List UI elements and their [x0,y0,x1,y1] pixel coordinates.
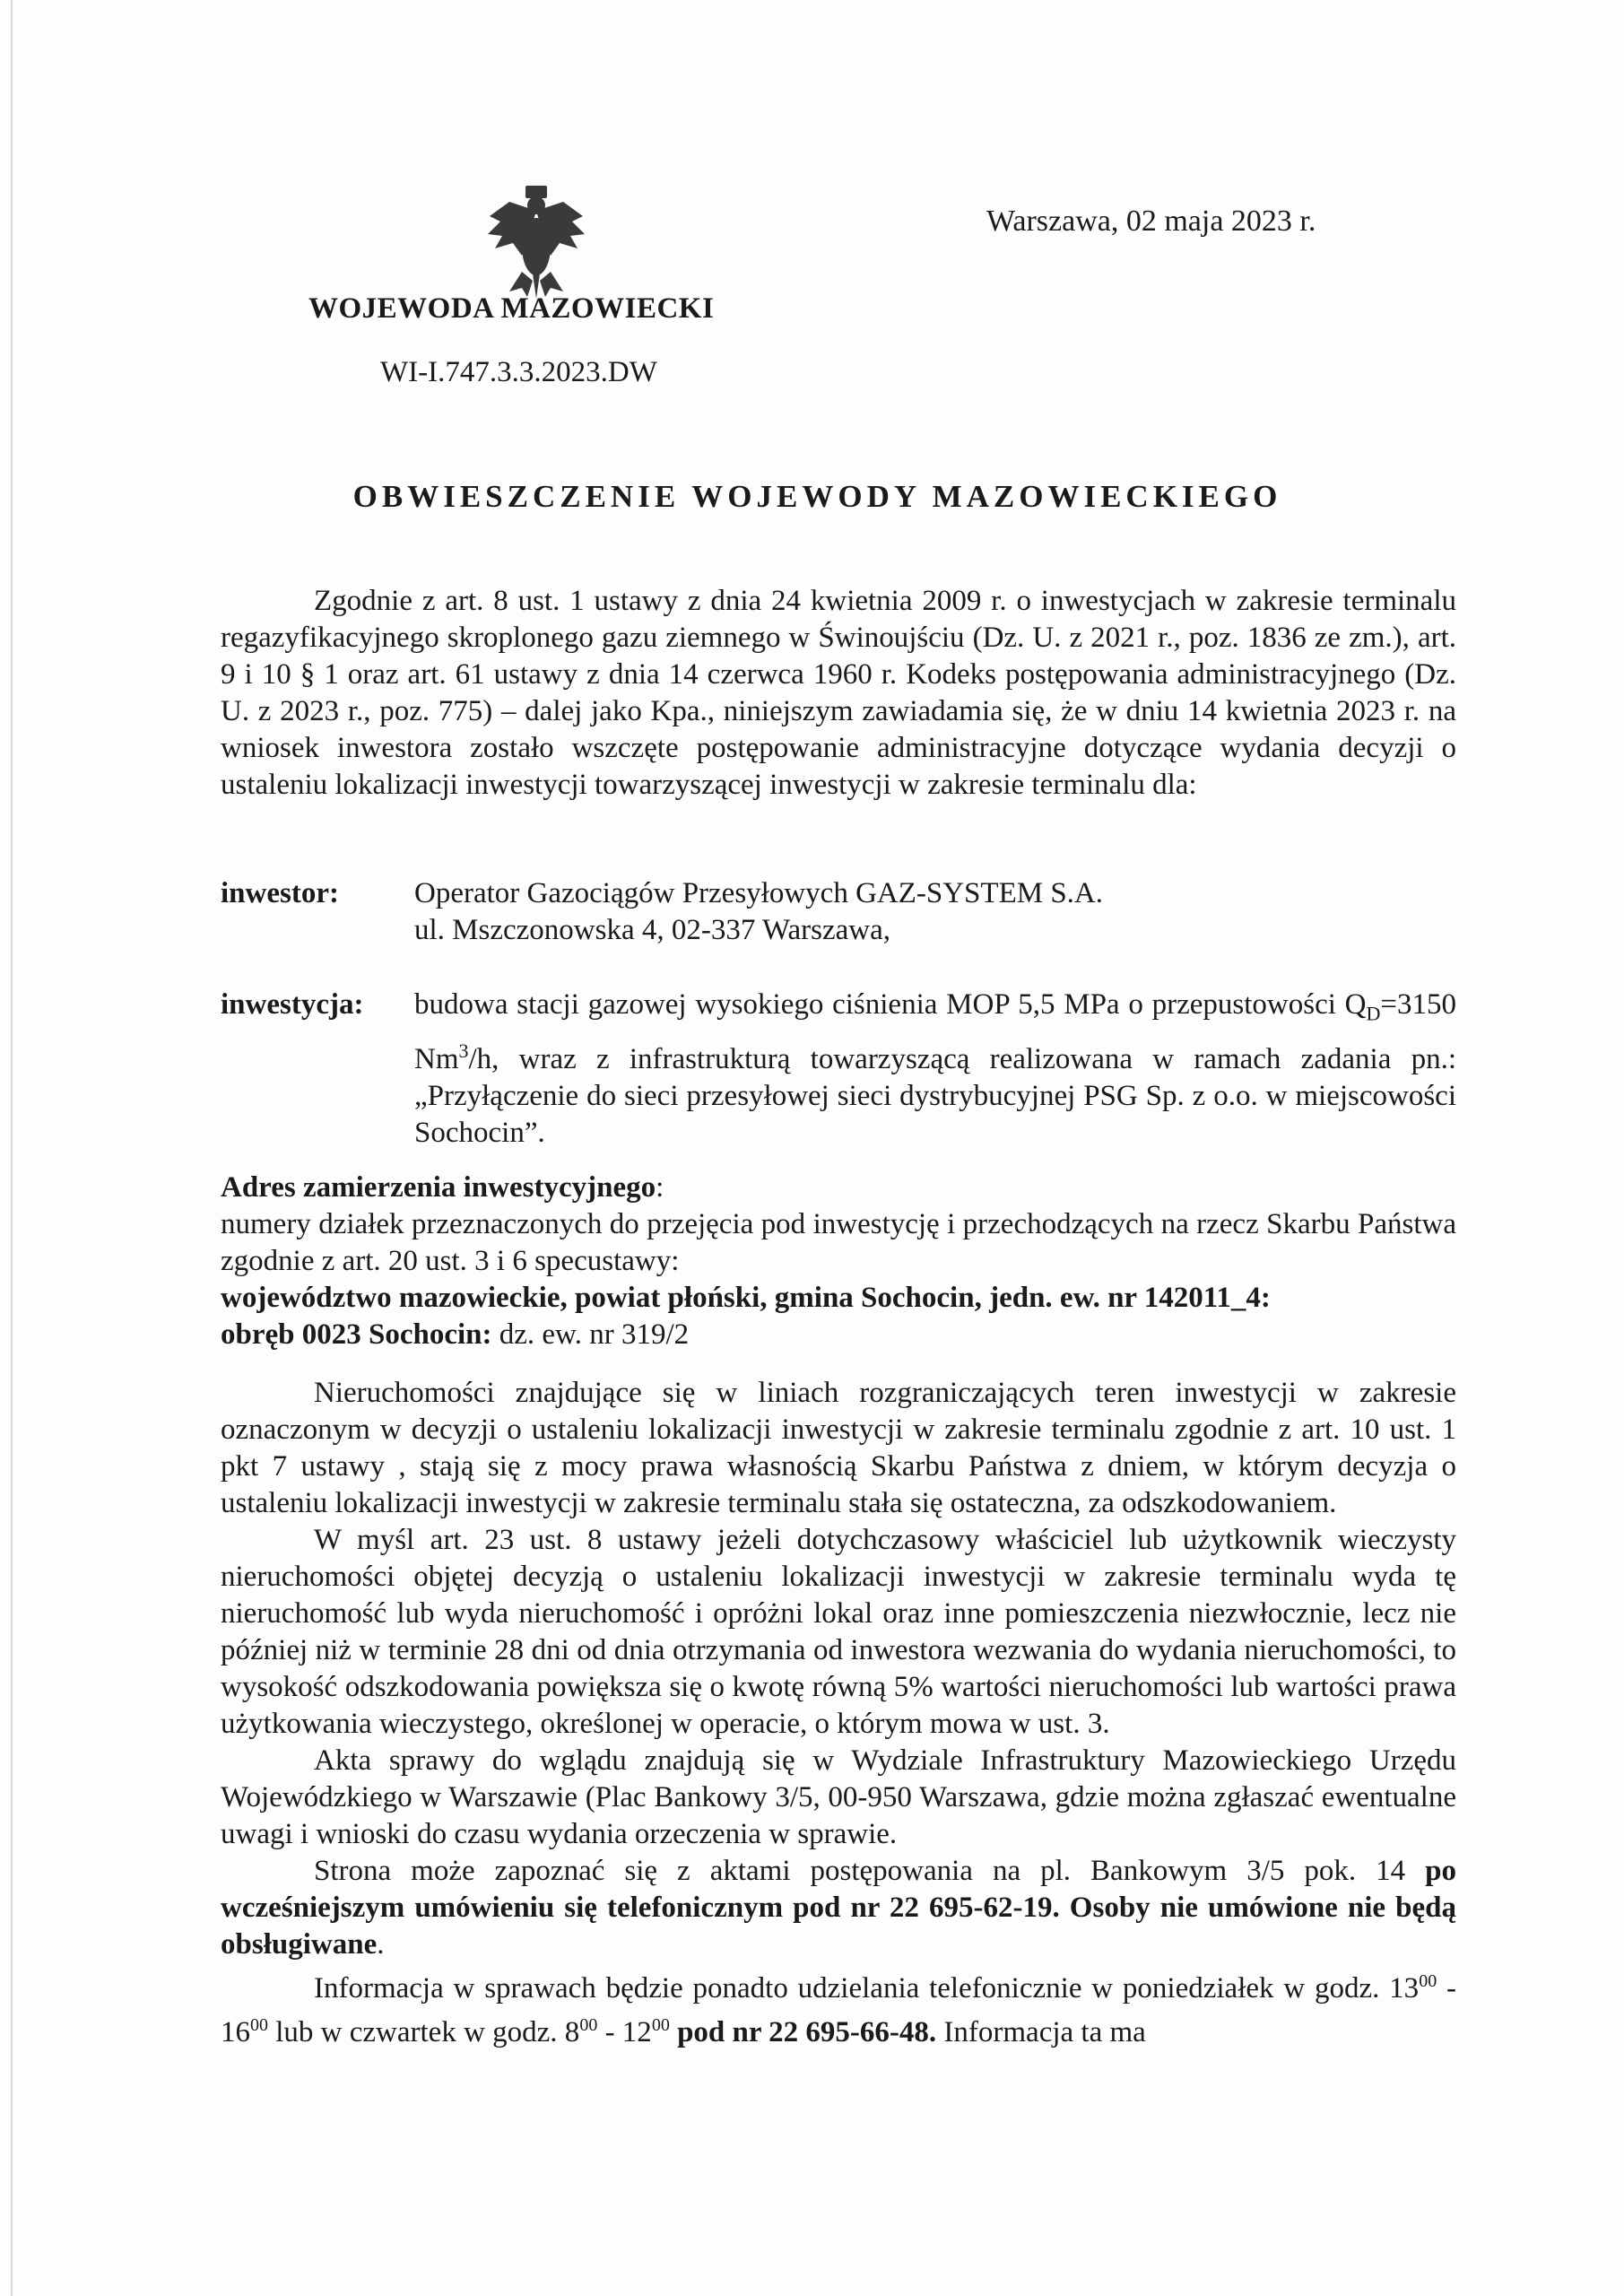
document-date: Warszawa, 02 maja 2023 r. [986,204,1316,238]
paragraph-ownership: Nieruchomości znajdujące się w liniach rozgraniczających teren inwestycji w zakresie oznaczonym w decyzji o ustaleniu lokalizacji inwestycji w zakresie terminalu zgodnie z art. 10 ust. 1 pkt 7 ustawy , stają się z mocy prawa własnością Skarbu Państwa z dniem, w którym decyzja o ustaleniu lokalizacji inwestycji w zakresie terminalu stała się ostateczna, za odszkodowaniem. [221,1377,1456,1519]
investment-label: inwestycja: [221,988,364,1021]
address-description: numery działek przeznaczonych do przejęcia pod inwestycję i przechodzących na rzecz Skarbu Państwa zgodnie z art. 20 ust. 3 i 6 specustawy: [221,1208,1456,1277]
investment-block [221,987,1456,1152]
document-title: OBWIESZCZENIE WOJEWODY MAZOWIECKIEGO [352,479,1282,514]
address-location: województwo mazowieckie, powiat płoński, gmina Sochocin, jedn. ew. nr 142011_4: [221,1282,1271,1314]
intro-text: Zgodnie z art. 8 ust. 1 ustawy z dnia 24 kwietnia 2009 r. o inwestycjach w zakresie terminalu regazyfikacyjnego skroplonego gazu ziemnego w Świnoujściu (Dz. U. z 2021 r., poz. 1836 ze zm.), art. 9 i 10 § 1 oraz art. 61 ustawy z dnia 14 czerwca 1960 r. Kodeks postępowania administracyjnego (Dz. U. z 2023 r., poz. 775) – dalej jako Kpa., niniejszym zawiadamia się, że w dniu 14 kwietnia 2023 r. na wniosek inwestora zostało wszczęte postępowanie administracyjne dotyczące wydania decyzji o ustaleniu lokalizacji inwestycji towarzyszącej inwestycji w zakresie terminalu dla: [221,585,1456,801]
polish-eagle-emblem-icon [482,184,590,300]
paragraph-compensation: W myśl art. 23 ust. 8 ustawy jeżeli dotychczasowy właściciel lub użytkownik wieczysty nieruchomości objętej decyzją o ustaleniu lokalizacji inwestycji w zakresie terminalu wyda tę nieruchomość lub wyda nieruchomość i opróżni lokal oraz inne pomieszczenia niezwłocznie, lecz nie później niż w terminie 28 dni od dnia otrzymania od inwestora wezwania do wydania nieruchomości, to wysokość odszkodowania powiększa się o kwotę równą 5% wartości nieruchomości lub wartości prawa użytkowania wieczystego, określonej w operacie, o którym mowa w ust. 3. [221,1524,1456,1740]
main-paragraphs [221,1375,1456,2051]
paragraph-phone-info: Informacja w sprawach będzie ponadto udzielania telefonicznie w poniedziałek w godz. $13^{00} - 16^{00}$ lub w czwartek w godz. $8^{00} - 12^{00}$ pod nr 22 695-66-48. Informacja ta ma [221,1971,1456,2048]
intro-paragraph [221,583,1456,804]
paragraph-appointment: Strona może zapoznać się z aktami postępowania na pl. Bankowym 3/5 pok. 14 po wcześniejszym umówieniu się telefonicznym pod nr 22 695-62-19. Osoby nie umówione nie będą obsługiwane. [221,1855,1456,1961]
investor-label: inwestor: [221,877,339,909]
investor-block [221,875,1456,949]
investment-address-section [221,1170,1456,1353]
address-parcel: obręb 0023 Sochocin: dz. ew. nr 319/2 [221,1318,690,1351]
case-reference-number: WI-I.747.3.3.2023.DW [380,356,657,388]
investor-address: ul. Mszczonowska 4, 02-337 Warszawa, [414,914,891,946]
address-heading: Adres zamierzenia inwestycyjnego: [221,1171,664,1204]
paragraph-case-files: Akta sprawy do wglądu znajdują się w Wydziale Infrastruktury Mazowieckiego Urzędu Wojewódzkiego w Warszawie (Plac Bankowy 3/5, 00-950 Warszawa, gdzie można zgłaszać ewentualne uwagi i wnioski do czasu wydania orzeczenia w sprawie. [221,1744,1456,1850]
issuing-authority: WOJEWODA MAZOWIECKI [308,292,715,325]
investor-name: Operator Gazociągów Przesyłowych GAZ-SYSTEM S.A. [414,877,1104,909]
investment-description: budowa stacji gazowej wysokiego ciśnienia MOP 5,5 MPa o przepustowości $Q_D=3150$ Nm$^3$/h, wraz z infrastrukturą towarzyszącą realizowana w ramach zadania pn.: „Przyłączenie do sieci przesyłowej sieci dystrybucyjnej PSG Sp. z o.o. w miejscowości Sochocin”. [414,988,1456,1149]
page-left-edge [11,0,13,2296]
